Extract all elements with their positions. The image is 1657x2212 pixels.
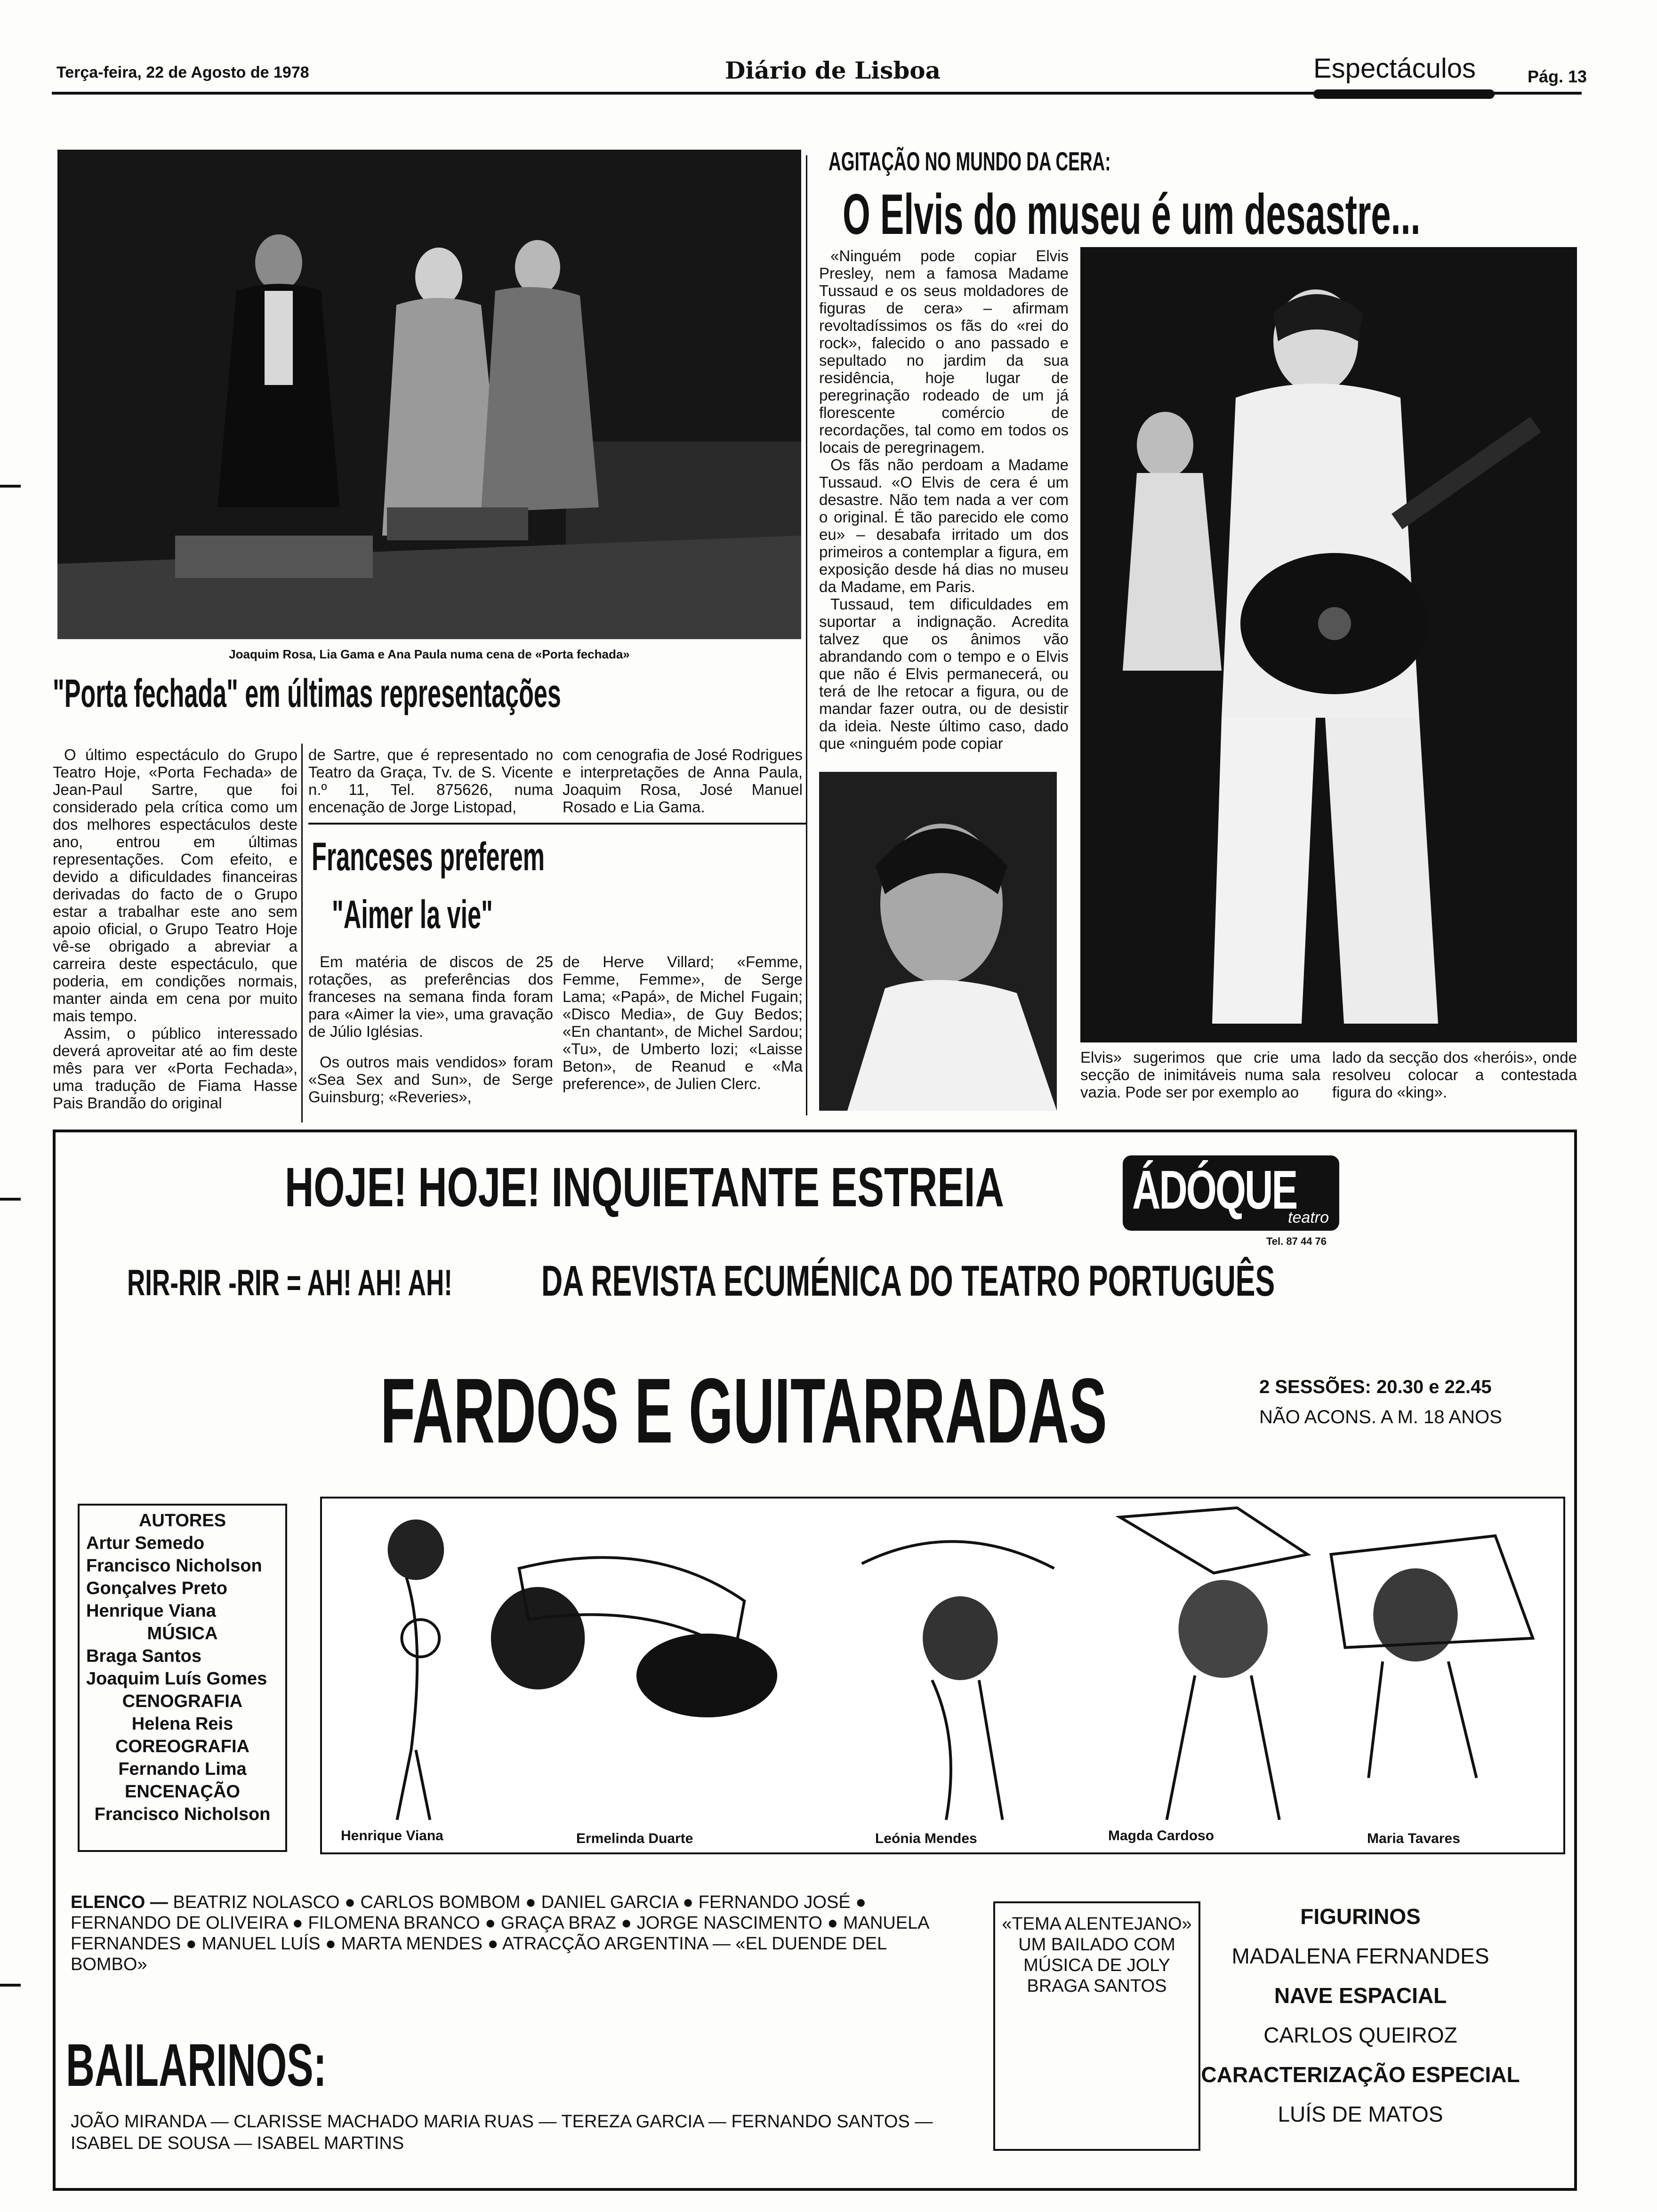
page-number: Pág. 13 bbox=[1528, 67, 1587, 86]
ad-laugh-line: RIR-RIR -RIR = AH! AH! AH! bbox=[127, 1262, 452, 1303]
elvis-end-col-1 bbox=[1080, 1049, 1320, 1101]
porta-col-3 bbox=[563, 746, 803, 816]
theatre-scene-photo bbox=[57, 150, 801, 639]
makeup-heading: CARACTERIZAÇÃO ESPECIAL bbox=[1201, 2062, 1520, 2087]
cast-names: BEATRIZ NOLASCO ● CARLOS BOMBOM ● DANIEL GARCIA ● FERNANDO JOSÉ ● FERNANDO DE OLIVEIRA ● FILOMENA BRANCO ● GRAÇA BRAZ ● JORGE NASCIMENTO ● MANUELA FERNANDES ● MANUEL LUÍS ● MARTA MENDES ● ATRACÇÃO ARGENTINA — «EL DUENDE DEL BOMBO» bbox=[71, 1892, 929, 1974]
elvis-p3: Tussaud, tem dificuldades em suportar a indignação. Acredita talvez que os ânimos vão abrandando com o tempo e o Elvis que não é Elvis permanecerá, ou terá de lhe retocar a figura, ou de mandar fazer outra, ou de desistir da ideia. Neste último caso, dado que «ninguém pode copiar bbox=[819, 595, 1069, 752]
credits-heading: AUTORES bbox=[138, 1511, 226, 1531]
franceses-col-1-p1: Em matéria de discos de 25 rotações, as preferências dos franceses na semana finda foram para «Aimer la vie», uma gravação de Júlio Iglésias. bbox=[308, 953, 553, 1040]
franceses-col-1-p2: Os outros mais vendidos» foram «Sea Sex and Sun», de Serge Guinsburg; «Reveries», bbox=[308, 1053, 553, 1106]
franceses-headline-2: "Aimer la vie" bbox=[332, 892, 493, 937]
ballet-box: «TEMA ALENTEJANO» UM BAILADO COM MÚSICA DE JOLY BRAGA SANTOS bbox=[993, 1901, 1200, 2151]
porta-col-1-p2: Assim, o público interessado deverá aproveitar até ao fim deste mês para ver «Porta Fechada», uma tradução de Fiama Hasse Pais Brandão do original bbox=[53, 1025, 298, 1112]
caricature-artwork bbox=[320, 1497, 1565, 1854]
credits-box bbox=[78, 1504, 287, 1852]
franceses-col-2-p1: de Herve Villard; «Femme, Femme, Femme», de Serge Lama; «Papá», de Michel Fugain; «Disco Media», de Guy Bedos; «En chantant», de Michel Sardou; «Tu», de Umberto lozi; «Laisse Beton», de Reanud e «Ma preference», de Julien Clerc. bbox=[563, 953, 803, 1092]
margin-mark bbox=[0, 485, 21, 488]
cast-label: ELENCO — bbox=[71, 1892, 168, 1912]
porta-col-3-p1: com cenografia de José Rodrigues e interpretações de Anna Paula, Joaquim Rosa, José Manuel Rosado e Lia Gama. bbox=[563, 746, 803, 816]
elvis-end-p1: Elvis» sugerimos que crie uma secção de inimitáveis numa sala vazia. Pode ser por exemplo ao bbox=[1080, 1049, 1320, 1101]
ad-premiere-line: HOJE! HOJE! INQUIETANTE ESTREIA bbox=[285, 1156, 1004, 1218]
artist-name: Ermelinda Duarte bbox=[576, 1831, 693, 1846]
margin-mark bbox=[0, 1984, 21, 1987]
porta-col-1 bbox=[53, 746, 298, 1112]
costumes-heading: FIGURINOS bbox=[1300, 1904, 1421, 1929]
franceses-headline-1: Franceses preferem bbox=[312, 834, 545, 879]
porta-col-2 bbox=[308, 746, 553, 816]
column-rule bbox=[806, 155, 807, 1115]
dancers-title: BAILARINOS: bbox=[66, 2032, 327, 2099]
elvis-end-p2: lado da secção dos «heróis», onde resolveu colocar a contestada figura do «king». bbox=[1332, 1049, 1577, 1101]
elvis-end-col-2 bbox=[1332, 1049, 1577, 1101]
artist-name: Henrique Viana bbox=[341, 1828, 443, 1843]
margin-mark bbox=[0, 1198, 21, 1201]
logo-name: ÁDÓQUE bbox=[1132, 1159, 1297, 1220]
credits-value: Gonçalves Preto bbox=[86, 1579, 227, 1598]
issue-date: Terça-feira, 22 de Agosto de 1978 bbox=[56, 64, 309, 81]
elvis-p1: «Ninguém pode copiar Elvis Presley, nem a famosa Madame Tussaud e os seus moldadores de figuras de cera» – afirmam revoltadíssimos os fãs do «rei do rock», falecido o ano passado e sepultado no jardim da sua residência, hoje lugar de peregrinação rodeado de um já florescente comércio de recordações, tal como em todos os locais de peregrinagem. bbox=[819, 247, 1069, 456]
franceses-col-1 bbox=[308, 953, 553, 1106]
franceses-col-2 bbox=[563, 953, 803, 1092]
column-rule bbox=[301, 744, 303, 1122]
spaceship-heading: NAVE ESPACIAL bbox=[1274, 1983, 1447, 2008]
ad-sessions bbox=[1259, 1372, 1502, 1432]
ad-telephone: Tel. 87 44 76 bbox=[1266, 1235, 1327, 1247]
credits-heading: COREOGRAFIA bbox=[115, 1737, 249, 1756]
credits-value: Henrique Viana bbox=[86, 1601, 216, 1621]
logo-sub: teatro bbox=[1288, 1209, 1329, 1226]
credits-value: Artur Semedo bbox=[86, 1533, 205, 1553]
credits-heading: MÚSICA bbox=[147, 1624, 218, 1643]
elvis-p2: Os fãs não perdoam a Madame Tussaud. «O Elvis de cera é um desastre. Não tem nada a ver com o original. É tão parecido ele como eu» – desabafa irritado um dos primeiros a contemplar a figura, em exposição desde há dias no museu da Madame, em Paris. bbox=[819, 456, 1069, 595]
section-underline bbox=[1313, 89, 1495, 99]
artist-name: Maria Tavares bbox=[1367, 1831, 1460, 1846]
credits-value: Braga Santos bbox=[86, 1646, 201, 1666]
spaceship-value: CARLOS QUEIROZ bbox=[1263, 2023, 1457, 2047]
costumes-value: MADALENA FERNANDES bbox=[1231, 1944, 1489, 1968]
elvis-headline: O Elvis do museu é um desastre... bbox=[843, 182, 1421, 246]
makeup-value: LUÍS DE MATOS bbox=[1278, 2102, 1443, 2126]
elvis-portrait-photo bbox=[819, 772, 1057, 1111]
newspaper-name: Diário de Lisboa bbox=[725, 56, 941, 84]
photo-caption: Joaquim Rosa, Lia Gama e Ana Paula numa cena de «Porta fechada» bbox=[229, 647, 630, 661]
porta-headline: "Porta fechada" em últimas representações bbox=[53, 671, 561, 715]
ad-revue-line: DA REVISTA ECUMÉNICA DO TEATRO PORTUGUÊS bbox=[541, 1257, 1275, 1305]
credits-value: Joaquim Luís Gomes bbox=[86, 1669, 267, 1689]
artist-name: Leónia Mendes bbox=[875, 1831, 977, 1846]
age-rating: NÃO ACONS. A M. 18 ANOS bbox=[1259, 1407, 1502, 1427]
section-title: Espectáculos bbox=[1313, 53, 1476, 84]
artist-name: Magda Cardoso bbox=[1108, 1828, 1215, 1843]
porta-col-2-p1: de Sartre, que é representado no Teatro da Graça, Tv. de S. Vicente n.º 11, Tel. 875626, numa encenação de Jorge Listopad, bbox=[308, 746, 553, 816]
adoque-logo bbox=[1123, 1155, 1339, 1231]
credits-value: Francisco Nicholson bbox=[94, 1804, 271, 1824]
elvis-wax-figure-photo bbox=[1080, 247, 1577, 1042]
credits-value: Fernando Lima bbox=[118, 1759, 247, 1779]
elvis-kicker: AGITAÇÃO NO MUNDO DA CERA: bbox=[828, 146, 1111, 176]
session-times: 2 SESSÕES: 20.30 e 22.45 bbox=[1259, 1377, 1492, 1397]
design-credits bbox=[1172, 1897, 1549, 2134]
credits-value: Francisco Nicholson bbox=[86, 1556, 262, 1576]
show-title: FARDOS E GUITARRADAS bbox=[380, 1359, 1107, 1462]
cast-list bbox=[71, 1892, 956, 1975]
credits-value: Helena Reis bbox=[131, 1714, 233, 1734]
elvis-col-1 bbox=[819, 247, 1069, 752]
dancers-list: JOÃO MIRANDA — CLARISSE MACHADO MARIA RUAS — TEREZA GARCIA — FERNANDO SANTOS — ISABEL DE SOUSA — ISABEL MARTINS bbox=[71, 2112, 933, 2153]
section-rule bbox=[308, 823, 807, 825]
porta-col-1-p1: O último espectáculo do Grupo Teatro Hoje, «Porta Fechada» de Jean-Paul Sartre, que foi considerado pela crítica como um dos melhores espectáculos deste ano, entrou em últimas representações. Com efeito, e devido a dificuldades financeiras derivadas do facto de o Grupo estar a trabalhar este ano sem apoio oficial, o Grupo Teatro Hoje vê-se obrigado a abreviar a carreira deste espectáculo, que poderia, em condições normais, manter ainda em cena por muito mais tempo. bbox=[53, 746, 298, 1025]
credits-heading: CENOGRAFIA bbox=[122, 1691, 243, 1711]
credits-heading: ENCENAÇÃO bbox=[125, 1782, 240, 1802]
